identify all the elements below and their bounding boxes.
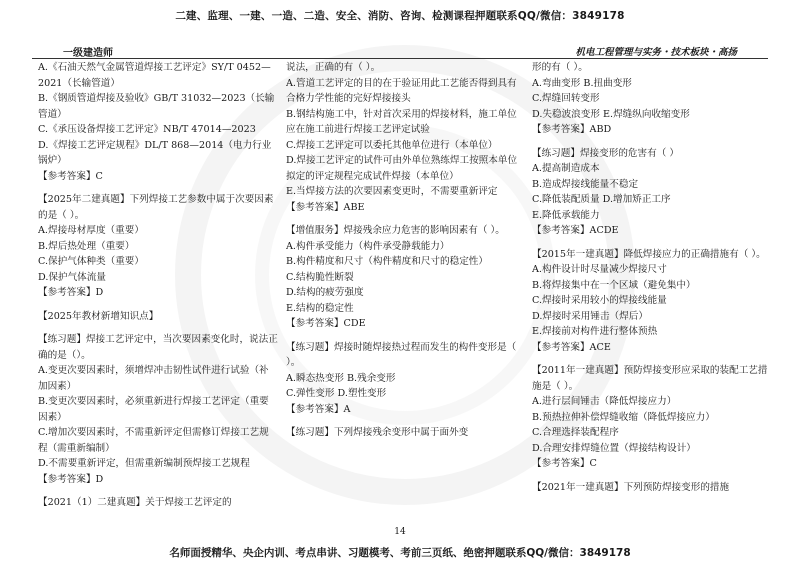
text-line: A.构件承受能力（构件承受静载能力） xyxy=(286,240,450,252)
text-line: A.瞬态热变形 B.残余变形 xyxy=(286,372,396,384)
header-left: 一级建造师 xyxy=(63,48,113,59)
paragraph-gap xyxy=(286,215,524,223)
text-line: D.保护气体流量 xyxy=(38,271,106,283)
question-stem: 【增值服务】焊接残余应力危害的影响因素有（ ）。 xyxy=(286,225,505,236)
text-line: D.结构的疲劳强度 xyxy=(286,287,364,298)
text-line: D.焊接时采用锤击（焊后） xyxy=(532,310,648,322)
text-line: 形的有（ ）。 xyxy=(532,62,588,73)
header-right: 机电工程管理与实务・技术板块・高扬 xyxy=(575,47,737,58)
question-stem: 【练习题】下列焊接残余变形中属于面外变 xyxy=(286,427,469,438)
text-line: B.《钢质管道焊接及验收》GB/T 31032—2023（长输管道） xyxy=(38,93,275,120)
paragraph-gap xyxy=(532,138,770,146)
column-1 xyxy=(38,60,278,515)
text-line: B.构件精度和尺寸（构件精度和尺寸的稳定性） xyxy=(286,256,488,267)
text-line: E.当焊接方法的次要因素变更时，不需要重新评定 xyxy=(286,186,498,197)
answer-line: 【参考答案】ABE xyxy=(286,201,365,213)
text-line: A.变更次要因素时，须增焊冲击韧性试件进行试验（补加因素） xyxy=(38,365,269,392)
text-line: A.焊接母材厚度（重要） xyxy=(38,225,144,236)
question-stem: 【2025年二建真题】下列焊接工艺参数中属于次要因素的是（ ）。 xyxy=(38,194,274,221)
answer-line: 【参考答案】D xyxy=(38,473,104,485)
text-line: E.降低承载能力 xyxy=(532,209,600,221)
paragraph-gap xyxy=(532,355,770,363)
text-line: C.焊接工艺评定可以委托其他单位进行（本单位） xyxy=(286,139,498,151)
answer-line: 【参考答案】C xyxy=(532,458,597,469)
text-line: A.构件设计时尽量减少焊接尺寸 xyxy=(532,264,667,275)
question-stem: 【练习题】焊接变形的危害有（ ） xyxy=(532,147,679,159)
text-line: B.预热拉伸补偿焊缝收缩（降低焊接应力） xyxy=(532,411,715,423)
text-line: B.将焊接集中在一个区域（避免集中） xyxy=(532,279,696,291)
text-line: C.保护气体种类（重要） xyxy=(38,256,144,267)
paragraph-gap xyxy=(38,184,278,192)
text-line: E.结构的稳定性 xyxy=(286,302,354,314)
page-number: 14 xyxy=(394,527,406,537)
text-line: D.《焊接工艺评定规程》DL/T 868—2014（电力行业锅炉） xyxy=(38,139,272,166)
text-line: C.结构脆性断裂 xyxy=(286,271,354,283)
text-line: A.《石油天然气金属管道焊接工艺评定》SY/T 0452—2021（长输管道） xyxy=(38,62,271,89)
text-line: A.管道工艺评定的目的在于验证用此工艺能否得到具有合格力学性能的完好焊接接头 xyxy=(286,77,517,104)
text-line: B.造成焊接线能量不稳定 xyxy=(532,178,639,190)
text-line: C.降低装配质量 D.增加矫正工序 xyxy=(532,194,671,205)
question-stem: 【2015年一建真题】降低焊接应力的正确措施有（ ）。 xyxy=(532,248,766,260)
paragraph-gap xyxy=(532,239,770,247)
text-line: A.进行层间锤击（降低焊接应力） xyxy=(532,396,677,407)
answer-line: 【参考答案】ACDE xyxy=(532,225,619,236)
text-line: D.不需要重新评定，但需重新编制预焊接工艺规程 xyxy=(38,458,250,469)
paragraph-gap xyxy=(532,472,770,480)
question-stem: 【2011年一建真题】预防焊接变形应采取的装配工艺措施是（ ）。 xyxy=(532,365,768,392)
column-3 xyxy=(532,60,770,515)
paragraph-gap xyxy=(286,417,524,425)
text-line: D.失稳波浪变形 E.焊缝纵向收缩变形 xyxy=(532,108,690,120)
text-line: E.焊接前对构件进行整体预热 xyxy=(532,326,658,337)
text-line: B.变更次要因素时，必须重新进行焊接工艺评定（重要因素） xyxy=(38,396,269,423)
text-line: D.合理安排焊缝位置（焊接结构设计） xyxy=(532,442,696,454)
text-line: C.弹性变形 D.塑性变形 xyxy=(286,388,387,399)
paragraph-gap xyxy=(286,332,524,340)
answer-line: 【参考答案】ABD xyxy=(532,124,612,135)
paragraph-gap xyxy=(38,301,278,309)
text-line: C.焊接时采用较小的焊接线能量 xyxy=(532,295,667,306)
text-line: A.弯曲变形 B.扭曲变形 xyxy=(532,77,632,89)
text-line: B.焊后热处理（重要） xyxy=(38,240,135,252)
paragraph-gap xyxy=(38,487,278,495)
question-stem: 【2025年教材新增知识点】 xyxy=(38,310,159,322)
text-line: C.合理选择装配程序 xyxy=(532,427,619,438)
text-line: A.提高制造成本 xyxy=(532,163,600,174)
top-banner: 二建、监理、一建、一造、二造、安全、消防、咨询、检测课程押题联系QQ/微信：3849178 xyxy=(175,10,625,22)
paragraph-gap xyxy=(38,324,278,332)
answer-line: 【参考答案】CDE xyxy=(286,318,366,329)
question-stem: 【2021（1）二建真题】关于焊接工艺评定的 xyxy=(38,497,232,508)
text-line: D.焊接工艺评定的试件可由外单位熟练焊工按照本单位拟定的评定规程完成试件焊接（本单位） xyxy=(286,155,518,182)
header-rule xyxy=(32,58,768,59)
bottom-banner: 名师面授精华、央企内训、考点串讲、习题模考、考前三页纸、绝密押题联系QQ/微信：3849178 xyxy=(169,547,631,559)
text-line: 说法，正确的有（ ）。 xyxy=(286,62,381,73)
text-line: C.《承压设备焊接工艺评定》NB/T 47014—2023 xyxy=(38,124,256,135)
answer-line: 【参考答案】C xyxy=(38,170,103,182)
text-line: C.增加次要因素时，不需重新评定但需修订焊接工艺规程（需重新编制） xyxy=(38,427,269,454)
answer-line: 【参考答案】A xyxy=(286,403,351,415)
question-stem: 【2021年一建真题】下列预防焊接变形的措施 xyxy=(532,481,730,493)
answer-line: 【参考答案】ACE xyxy=(532,341,611,353)
question-stem: 【练习题】焊接时随焊接热过程而发生的构件变形是（ ）。 xyxy=(286,341,517,368)
text-line: C.焊缝回转变形 xyxy=(532,93,600,104)
answer-line: 【参考答案】D xyxy=(38,287,104,298)
question-stem: 【练习题】焊接工艺评定中，当次要因素变化时，说法正确的是（）。 xyxy=(38,334,278,361)
column-2 xyxy=(286,60,524,515)
text-line: B.钢结构施工中，针对首次采用的焊接材料，施工单位应在施工前进行焊接工艺评定试验 xyxy=(286,108,517,135)
